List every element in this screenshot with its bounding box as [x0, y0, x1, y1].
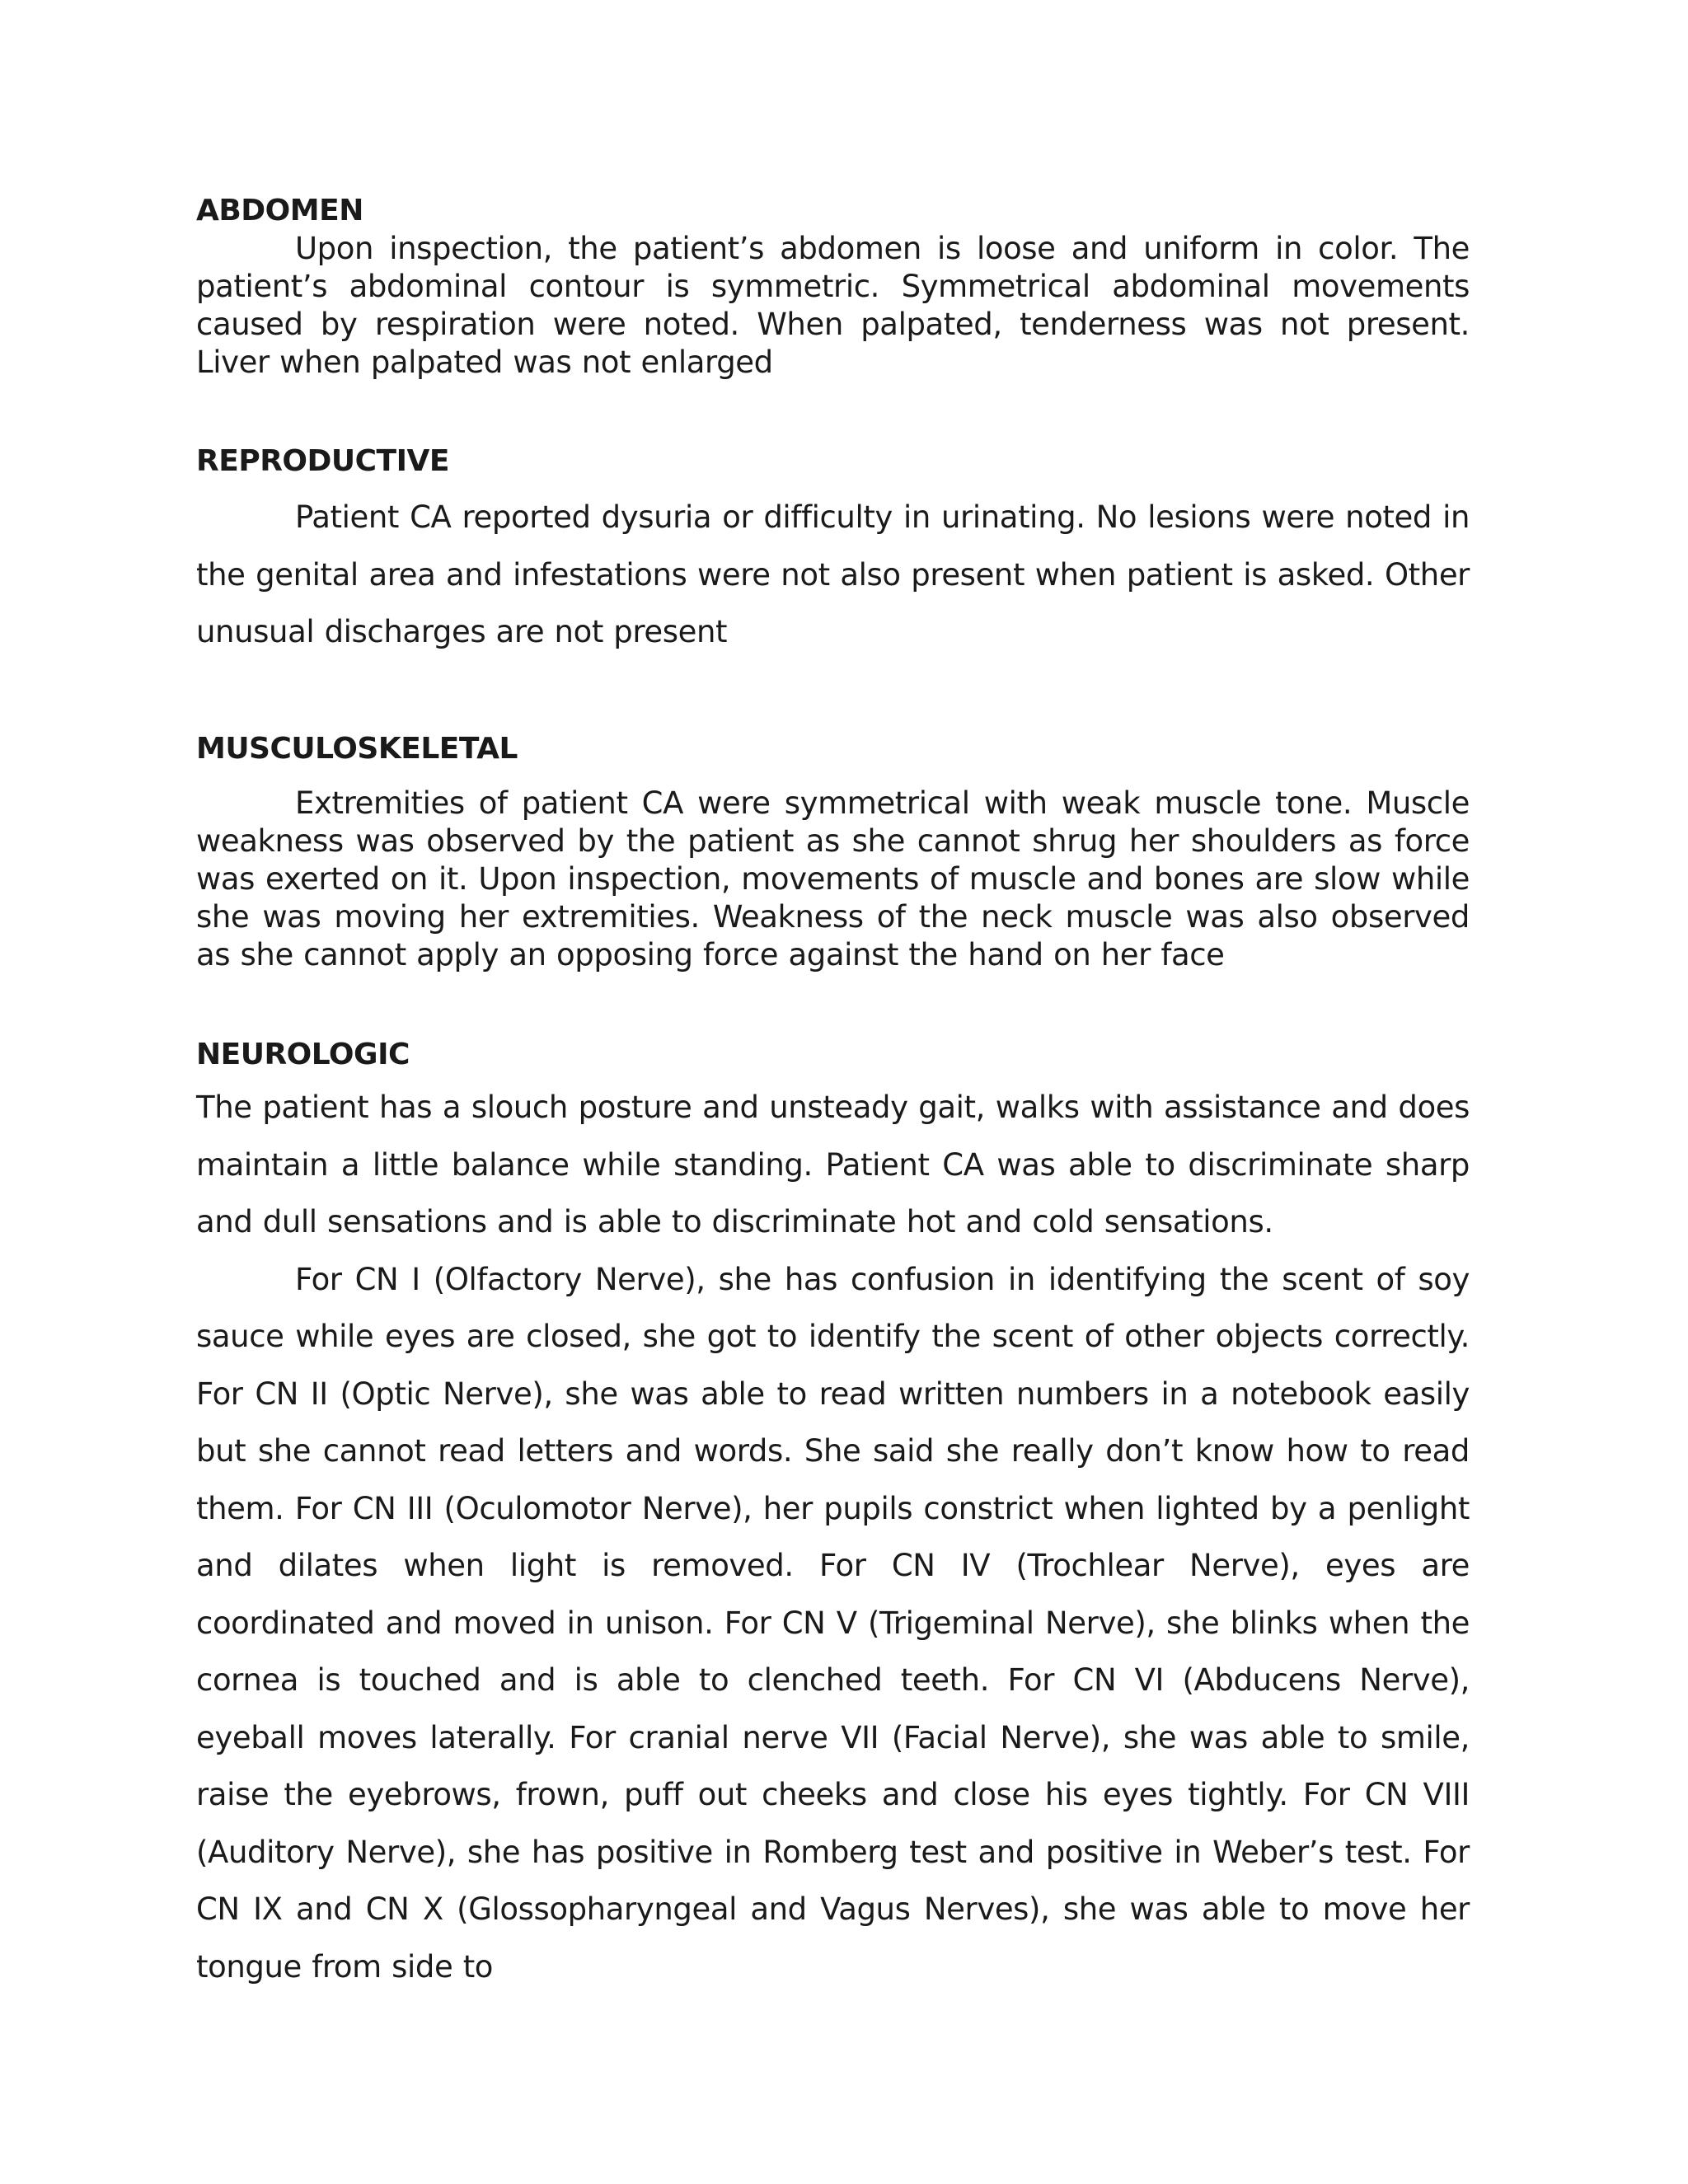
neurologic-paragraph-2: For CN I (Olfactory Nerve), she has confusion in identifying the scent of soy sauce while eyes are closed, she got to identify the scent of other objects correctly. For CN II (Optic Nerve), she was able to read written numbers in a notebook easily but she cannot read letters and words. She said she really don’t know how to read them. For CN III (Oculomotor Nerve), her pupils constrict when lighted by a penlight and dilates when light is removed. For CN IV (Trochlear Nerve), eyes are coordinated and moved in unison. For CN V (Trigeminal Nerve), she blinks when the cornea is touched and is able to clenched teeth. For CN VI (Abducens Nerve), eyeball moves laterally. For cranial nerve VII (Facial Nerve), she was able to smile, raise the eyebrows, frown, puff out cheeks and close his eyes tightly. For CN VIII (Auditory Nerve), she has positive in Romberg test and positive in Weber’s test. For CN IX and CN X (Glossopharyngeal and Vagus Nerves), she was able to move her tongue from side to	[196, 1261, 1470, 1985]
reproductive-paragraph: Patient CA reported dysuria or difficulty in urinating. No lesions were noted in the genital area and infestations were not also present when patient is asked. Other unusual discharges are not present	[196, 499, 1470, 649]
section-neurologic	[196, 1036, 1470, 1995]
musculoskeletal-paragraph: Extremities of patient CA were symmetrical with weak muscle tone. Muscle weakness was observed by the patient as she cannot shrug her shoulders as force was exerted on it. Upon inspection, movements of muscle and bones are slow while she was moving her extremities. Weakness of the neck muscle was also observed as she cannot apply an opposing force against the hand on her face	[196, 785, 1470, 972]
section-heading-neurologic: NEUROLOGIC	[196, 1038, 410, 1071]
section-heading-musculoskeletal: MUSCULOSKELETAL	[196, 732, 518, 766]
neurologic-paragraph-1: The patient has a slouch posture and unsteady gait, walks with assistance and does maintain a little balance while standing. Patient CA was able to discriminate sharp and dull sensations and is able to discriminate hot and cold sensations.	[196, 1090, 1470, 1240]
abdomen-paragraph: Upon inspection, the patient’s abdomen is loose and uniform in color. The patient’s abdominal contour is symmetric. Symmetrical abdominal movements caused by respiration were noted. When palpated, tenderness was not present. Liver when palpated was not enlarged	[196, 231, 1470, 380]
section-reproductive	[196, 443, 1470, 661]
section-heading-abdomen: ABDOMEN	[196, 194, 363, 227]
section-musculoskeletal	[196, 730, 1470, 974]
section-heading-reproductive: REPRODUCTIVE	[196, 444, 449, 478]
section-abdomen	[196, 192, 1470, 382]
